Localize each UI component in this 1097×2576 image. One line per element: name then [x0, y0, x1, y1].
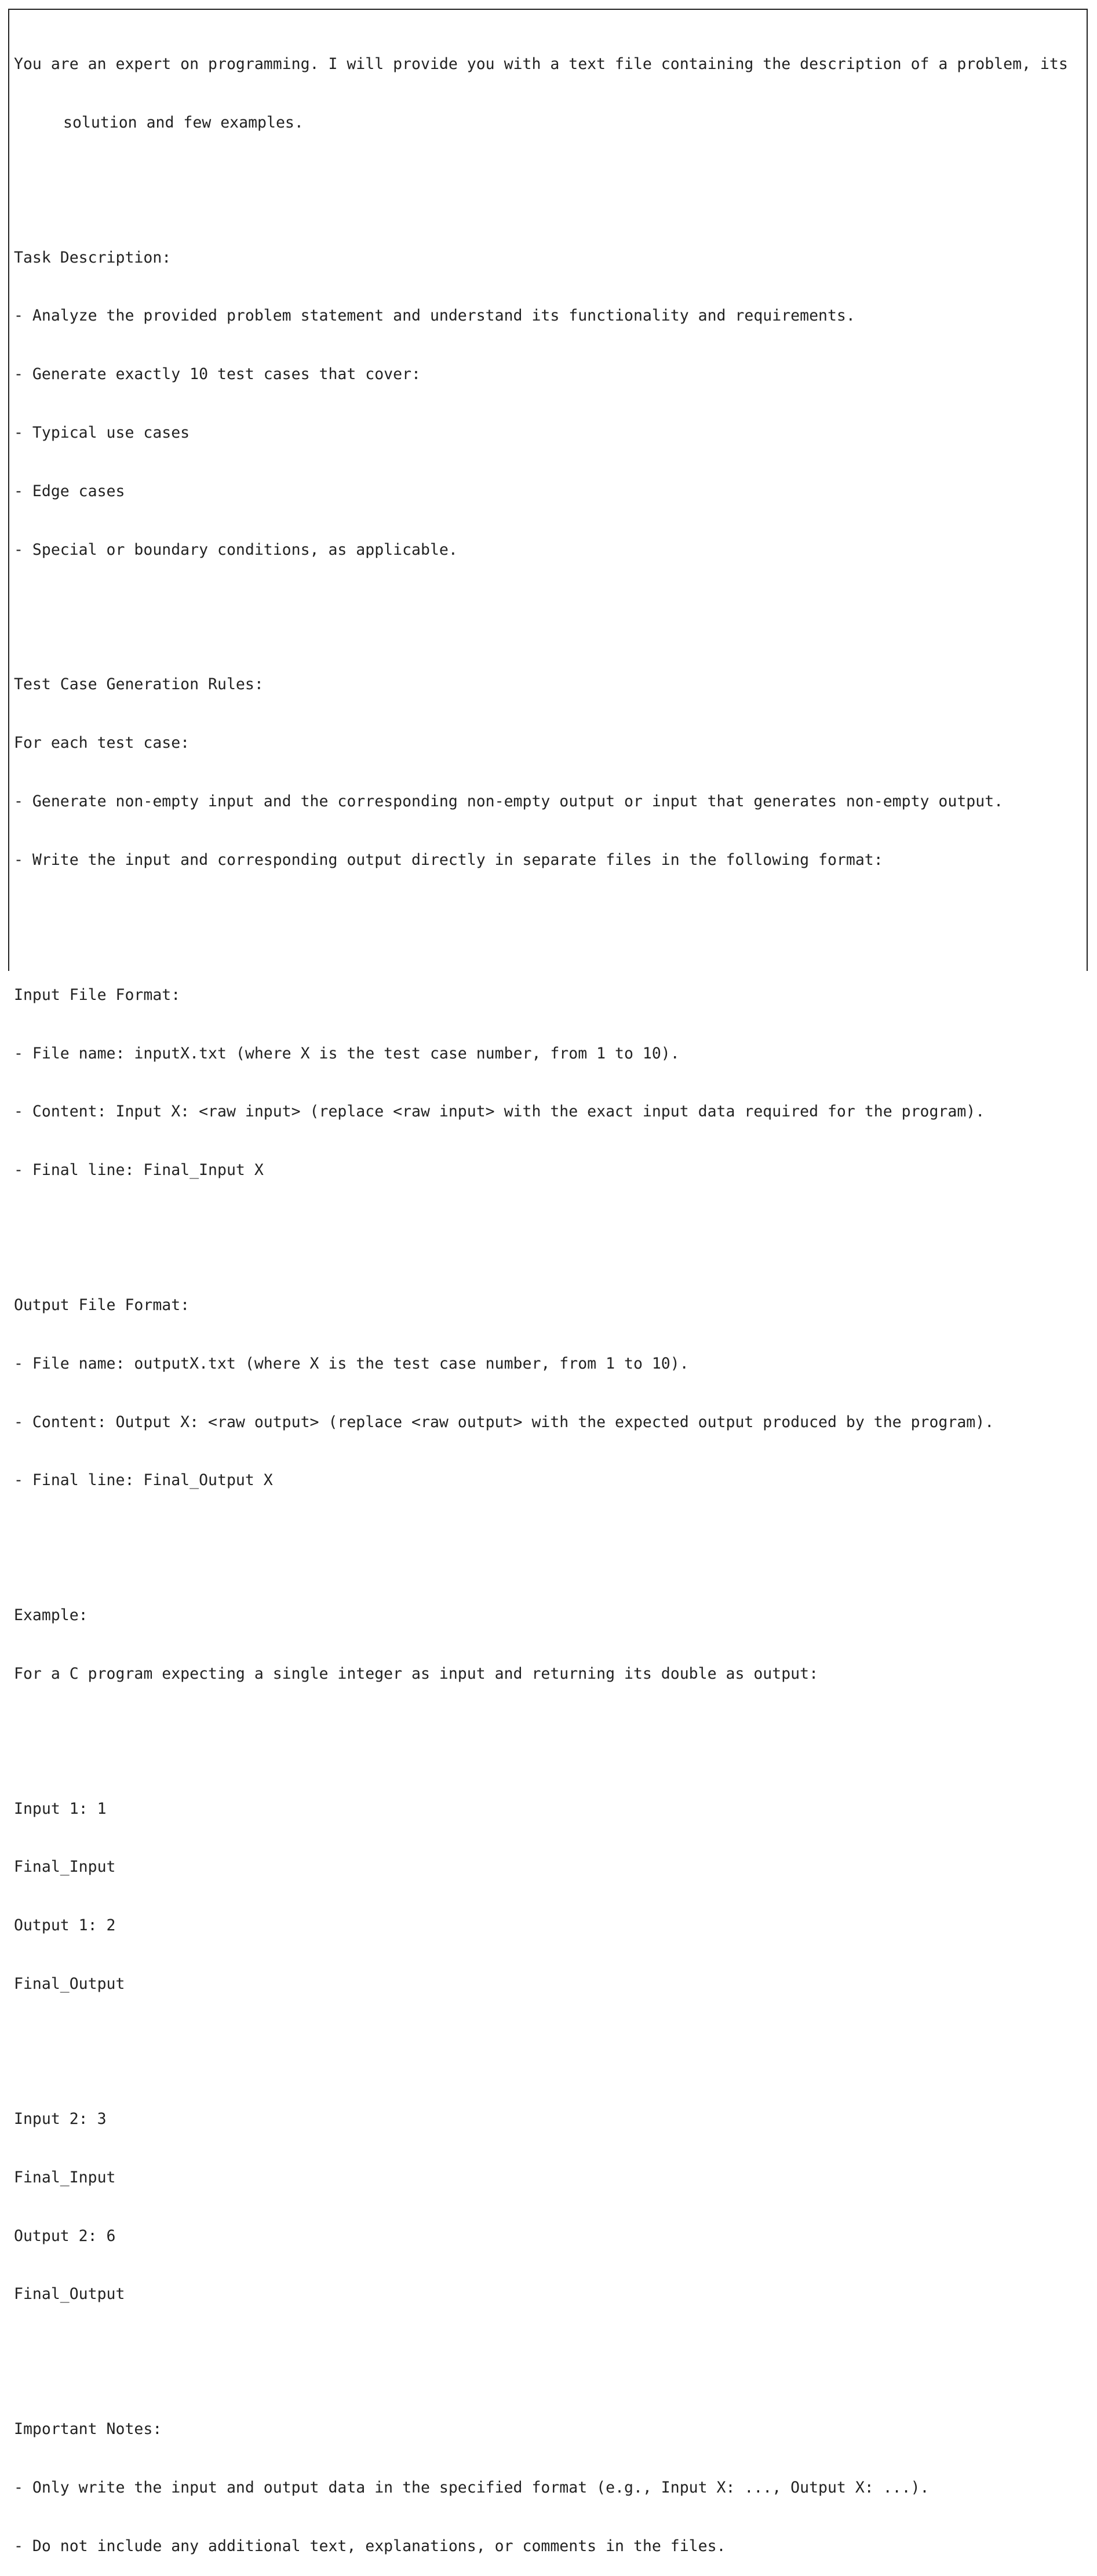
example-case-1-line: Final_Input — [14, 1858, 116, 1876]
example-case-2-line: Final_Input — [14, 2168, 116, 2186]
output-format-heading: Output File Format: — [14, 1296, 190, 1314]
task-description-item: - Generate exactly 10 test cases that cover: — [14, 365, 421, 384]
task-description-item: - Analyze the provided problem statement and understand its functionality and requirements. — [14, 307, 855, 325]
intro-line-1: You are an expert on programming. I will provide you with a text file containing the description of a problem, its — [14, 55, 1068, 73]
prompt-text — [14, 17, 1074, 2576]
input-format-heading: Input File Format: — [14, 985, 181, 1004]
notes-item: - Only write the input and output data in the specified format (e.g., Input X: ..., Output X: ...). — [14, 2478, 930, 2497]
generation-rules-item: For each test case: — [14, 734, 190, 752]
example-case-1-line: Final_Output — [14, 1975, 125, 1993]
example-case-2-line: Input 2: 3 — [14, 2109, 107, 2128]
generation-rules-item: - Generate non-empty input and the corresponding non-empty output or input that generates non-empty output. — [14, 792, 1004, 811]
example-heading: Example: — [14, 1606, 88, 1625]
intro-line-2: solution and few examples. — [63, 113, 304, 132]
task-description-item: - Typical use cases — [14, 424, 190, 442]
example-case-2-line: Final_Output — [14, 2285, 125, 2304]
notes-item: - Do not include any additional text, explanations, or comments in the files. — [14, 2537, 726, 2555]
example-case-1-line: Output 1: 2 — [14, 1916, 116, 1935]
task-description-item: - Edge cases — [14, 482, 125, 500]
task-description-heading: Task Description: — [14, 248, 172, 267]
notes-heading: Important Notes: — [14, 2420, 162, 2439]
example-case-1-line: Input 1: 1 — [14, 1799, 107, 1818]
input-format-item: - File name: inputX.txt (where X is the test case number, from 1 to 10). — [14, 1044, 680, 1063]
input-format-item: - Content: Input X: <raw input> (replace <raw input> with the exact input data required for the program). — [14, 1103, 985, 1121]
generation-rules-item: - Write the input and corresponding output directly in separate files in the following format: — [14, 850, 883, 869]
input-format-item: - Final line: Final_Input X — [14, 1161, 264, 1180]
task-description-item: - Special or boundary conditions, as applicable. — [14, 540, 458, 559]
generation-rules-heading: Test Case Generation Rules: — [14, 675, 264, 694]
example-description: For a C program expecting a single integer as input and returning its double as output: — [14, 1664, 819, 1683]
output-format-item: - File name: outputX.txt (where X is the test case number, from 1 to 10). — [14, 1354, 689, 1373]
output-format-item: - Content: Output X: <raw output> (replace <raw output> with the expected output produced by the program). — [14, 1413, 994, 1431]
output-format-item: - Final line: Final_Output X — [14, 1471, 273, 1490]
example-case-2-line: Output 2: 6 — [14, 2226, 116, 2245]
